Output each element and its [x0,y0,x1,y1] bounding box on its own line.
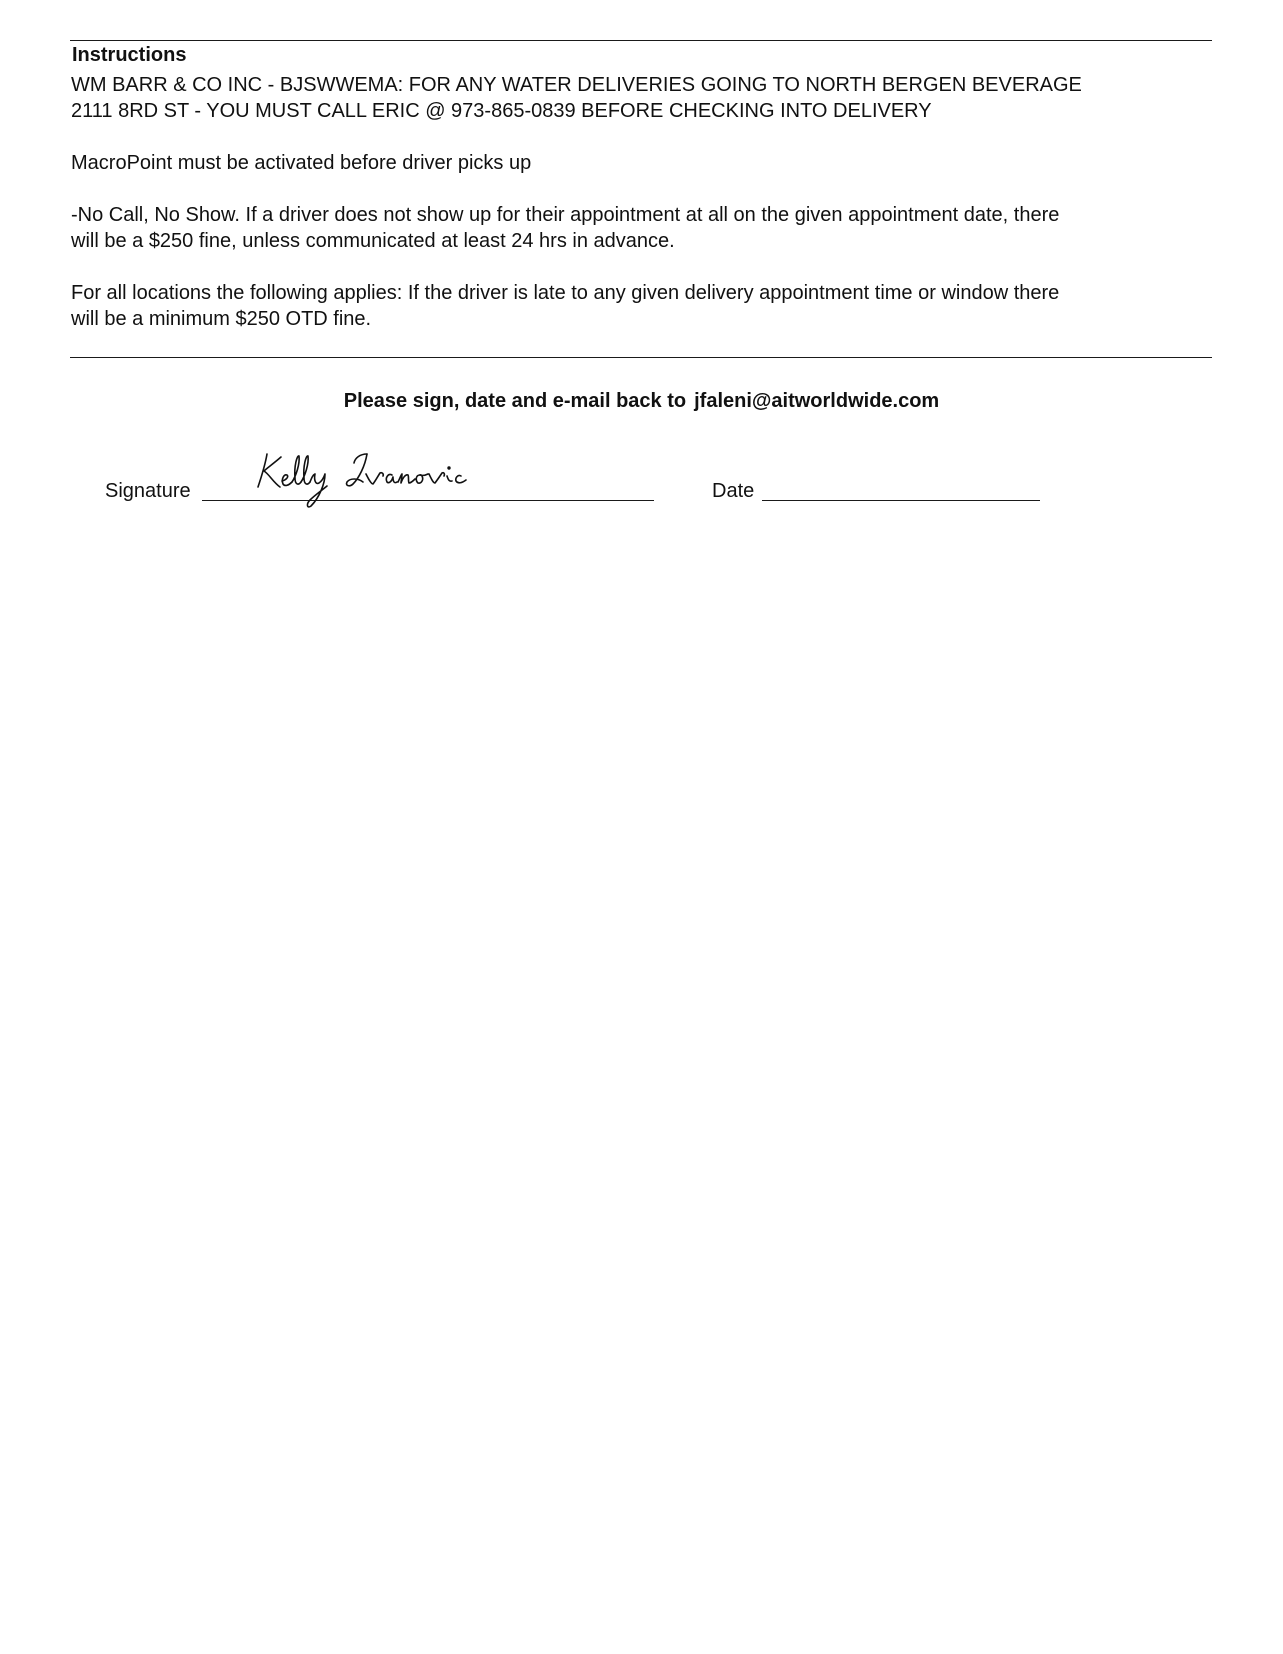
sign-request-email: jfaleni@aitworldwide.com [694,390,940,412]
instruction-line: WM BARR & CO INC - BJSWWEMA: FOR ANY WATER DELIVERIES GOING TO NORTH BERGEN BEVERAGE [71,74,1082,96]
bottom-divider [70,357,1212,358]
instruction-line: 2111 8RD ST - YOU MUST CALL ERIC @ 973-865-0839 BEFORE CHECKING INTO DELIVERY [71,100,932,122]
instruction-line: For all locations the following applies: If the driver is late to any given delivery appointment time or window there [71,282,1060,304]
sign-request-text: Please sign, date and e-mail back to [343,390,687,412]
handwritten-signature [255,446,515,516]
instruction-line: MacroPoint must be activated before driver picks up [71,152,532,174]
sign-request [0,389,1283,414]
instruction-line: will be a minimum $250 OTD fine. [71,308,372,330]
date-line [762,500,1040,501]
top-divider [70,40,1212,41]
instructions-title: Instructions [72,44,187,66]
date-label: Date [712,480,755,502]
signature-label: Signature [105,480,191,502]
instruction-line: will be a $250 fine, unless communicated at least 24 hrs in advance. [71,230,675,252]
instruction-line: -No Call, No Show. If a driver does not show up for their appointment at all on the given appointment date, there [71,204,1060,226]
